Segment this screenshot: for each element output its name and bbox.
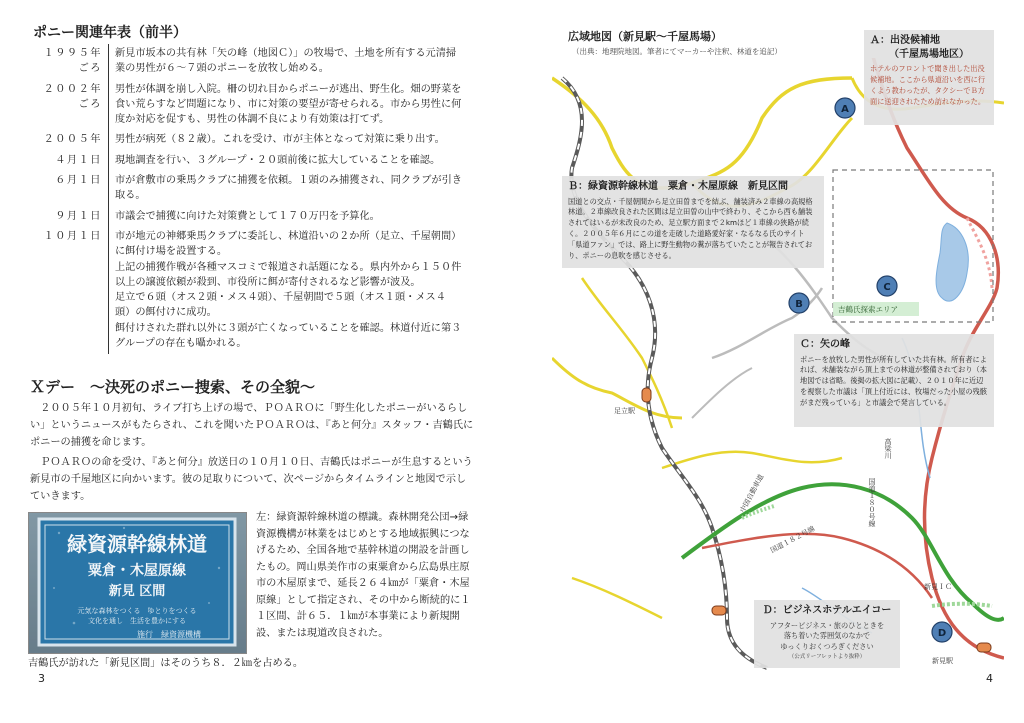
timeline-date: ４月１日: [30, 151, 109, 171]
callout-c: [794, 334, 994, 427]
callout-d: Ｄ：ビジネスホテルエイコー アフタービジネス・旅のひとときを 落ち着いた雰囲気のなかで ゆっくりおくつろぎください （公式リーフレットより抜粋）: [754, 600, 900, 668]
callout-a: [864, 30, 994, 125]
chugoku-expressway-label: 中国自動車道: [738, 473, 766, 514]
sign-line-6: 施行 緑資源機構: [137, 630, 201, 639]
timeline-description: 市議会で捕獲に向けた対策費として１７０万円を予算化。: [115, 210, 380, 222]
callout-c-text: ポニーを放牧した男性が所有していた共有林。所有者によれば、未舗装ながら頂上までの林道が整備されており（本地図では省略。後掲の拡大図に記載）、２０１０年に近辺を視察した市議は「頂上付近には、牧場だった小屋の残骸がまだ残っている」と市議会で発言している。: [800, 354, 987, 408]
timeline-row: [30, 44, 475, 80]
niimi-ic-label: 新見ＩＣ: [924, 583, 952, 591]
callout-c-title: Ｃ：矢の峰: [800, 339, 850, 350]
photo-caption: 左：緑資源幹線林道の標識。森林開発公団→緑資源機構が林業をはじめとする地域振興につなげるため、全国各地で基幹林道の開設を計画したもの。岡山県美作市の東粟倉から広島県庄原市の木屋原まで、延長２６４㎞が「粟倉・木屋原線」として指定され、その中から断続的に１１区間、計６５．１㎞が本事業により新規開設、または現道改良された。: [256, 512, 471, 639]
timeline-date: ２００２年 ごろ: [30, 80, 109, 131]
timeline-row: [30, 130, 475, 150]
photo-caption-tail: 吉鶴氏が訪れた「新見区間」はそのうち８．２㎞を占める。: [28, 658, 304, 669]
marker-d: [932, 622, 952, 642]
callout-a-title: Ａ：出没候補地 （千屋馬場地区）: [870, 35, 969, 60]
niimi-station-label: 新見駅: [932, 657, 953, 665]
timeline-row: [30, 207, 475, 227]
callout-a-text: ホテルのフロントで聞き出した出没候補地。ここから県道沿いを西に行くよう教わったが、タクシーでＢ方面に送迎されたため訪れなかった。: [870, 64, 986, 106]
sign-line-2: 粟倉・木屋原線: [88, 563, 186, 579]
timeline-date: １９９５年 ごろ: [30, 44, 109, 80]
callout-d-title: Ｄ：ビジネスホテルエイコー: [762, 605, 892, 616]
sign-line-5: 文化を通し 生活を豊かにする: [88, 617, 186, 625]
timeline-row: [30, 227, 475, 354]
timeline-date: １０月１日: [30, 227, 109, 354]
timeline-description: 男性が体調を崩し入院。柵の切れ目からポニーが逃出、野生化。畑の野菜を 食い荒らすなど問題になり、市に対策の要望が寄せられる。市から男性に何 度か対応を促すも、男性の体調不良により有効策は打てず。: [115, 83, 462, 126]
timeline-description: 市が倉敷市の乗馬クラブに捕獲を依頼。１頭のみ捕獲され、同クラブが引き 取る。: [115, 175, 462, 202]
search-area-label: 吉鶴氏探索エリア: [838, 305, 898, 314]
route182-label: 国道１８２号線: [769, 524, 817, 555]
timeline-description: 現地調査を行い、３グループ・２０頭前後に拡大していることを確認。: [115, 154, 441, 166]
map-title: 広域地図（新見駅～千屋馬場）: [568, 30, 722, 43]
marker-c: [877, 276, 897, 296]
svg-text:C: C: [883, 282, 891, 293]
callout-b-text: 国道との交点・千屋朝間から足立田曽までを結ぶ、舗装済み２車線の高規格林道。２車線改良された区間は足立田曽の山中で終わり、そこから西も舗装されてはいるが未改良のため、足立駅方面まで２kmほど１車線の狭路が続く。２００５年６月にこの道を走破した道路愛好家・なるなる氏のサイト「県道ファン」では、路上に野生動物の糞が落ちていたことが報告されており、ポニーの息吹を感じさせる。: [568, 196, 813, 261]
svg-text:D: D: [937, 628, 947, 639]
timeline-title: ポニー関連年表（前半）: [33, 25, 187, 41]
right-page: [512, 0, 1024, 723]
paragraph-1: ２００５年１０月初旬、ライブ打ち上げの場で、ＰＯＡＲＯに「野生化したポニーがいるらしい」というニュースがもたらされ、これを聞いたＰＯＡＲＯは、『あと何分』スタッフ・吉鶴氏にポニーの捕獲を命じます。: [30, 403, 474, 448]
adachi-station-label: 足立駅: [614, 407, 635, 415]
timeline-row: [30, 80, 475, 131]
section-title: Ｘデー ～決死のポニー捜索、その全貌～: [30, 378, 316, 396]
sign-line-3: 新見 区間: [108, 584, 166, 599]
callout-b: [562, 176, 824, 268]
page-number-left: 3: [38, 672, 45, 685]
timeline-date: ２００５年: [30, 130, 109, 150]
marker-b: [789, 293, 809, 313]
timeline-description: 市が地元の神郷乗馬クラブに委託し、林道沿いの２か所（足立、千屋朝間） に餌付け場を設置する。 上記の捕獲作戦が各種マスコミで報道され話題になる。県内外から１５０件 以上の譲渡依頼が殺到、市役所に餌が寄付されるなど影響が波及。 足立で６頭（オス２頭・メス４頭）、千屋朝間で５頭（オス１頭・メス４ 頭）の餌付けに成功。 餌付けされた群れ以外に３頭が亡くなっていることを確認。林道付近に第３ グループの存在も囁かれる。: [115, 230, 462, 350]
timeline-table: [30, 44, 475, 354]
route180-label: 国道１８０号線: [868, 478, 876, 527]
svg-text:A: A: [841, 104, 849, 115]
svg-text:B: B: [795, 299, 803, 310]
timeline-description: 新見市坂本の共有林「矢の峰（地図Ｃ）」の牧場で、土地を所有する元清掃 業の男性が６～７頭のポニーを放牧し始める。: [115, 48, 457, 75]
callout-b-title: Ｂ：緑資源幹線林道 粟倉・木屋原線 新見区間: [568, 181, 788, 192]
timeline-description: 男性が病死（８２歳）。これを受け、市が主体となって対策に乗り出す。: [115, 134, 445, 146]
paragraph-2: ＰＯＡＲＯの命を受け、『あと何分』放送日の１０月１０日、吉鶴氏はポニーが生息するという新見市の千屋地区に向かいます。彼の足取りについて、次ページからタイムラインと地図で示していきます。: [30, 457, 473, 502]
sign-line-1: 緑資源幹線林道: [67, 532, 207, 556]
timeline-row: [30, 151, 475, 171]
takahashi-river-label: 高梁川: [884, 438, 892, 459]
forest-road-sign-photo: [28, 512, 247, 654]
timeline-date: ９月１日: [30, 207, 109, 227]
page-number-right: 4: [986, 672, 993, 685]
marker-a: [835, 98, 855, 118]
map-source: （出典：地理院地図。筆者にてマーカーや注釈、林道を追記）: [572, 47, 782, 56]
timeline-date: ６月１日: [30, 171, 109, 207]
timeline-row: [30, 171, 475, 207]
sign-line-4: 元気な森林をつくる ゆとりをつくる: [77, 607, 197, 615]
